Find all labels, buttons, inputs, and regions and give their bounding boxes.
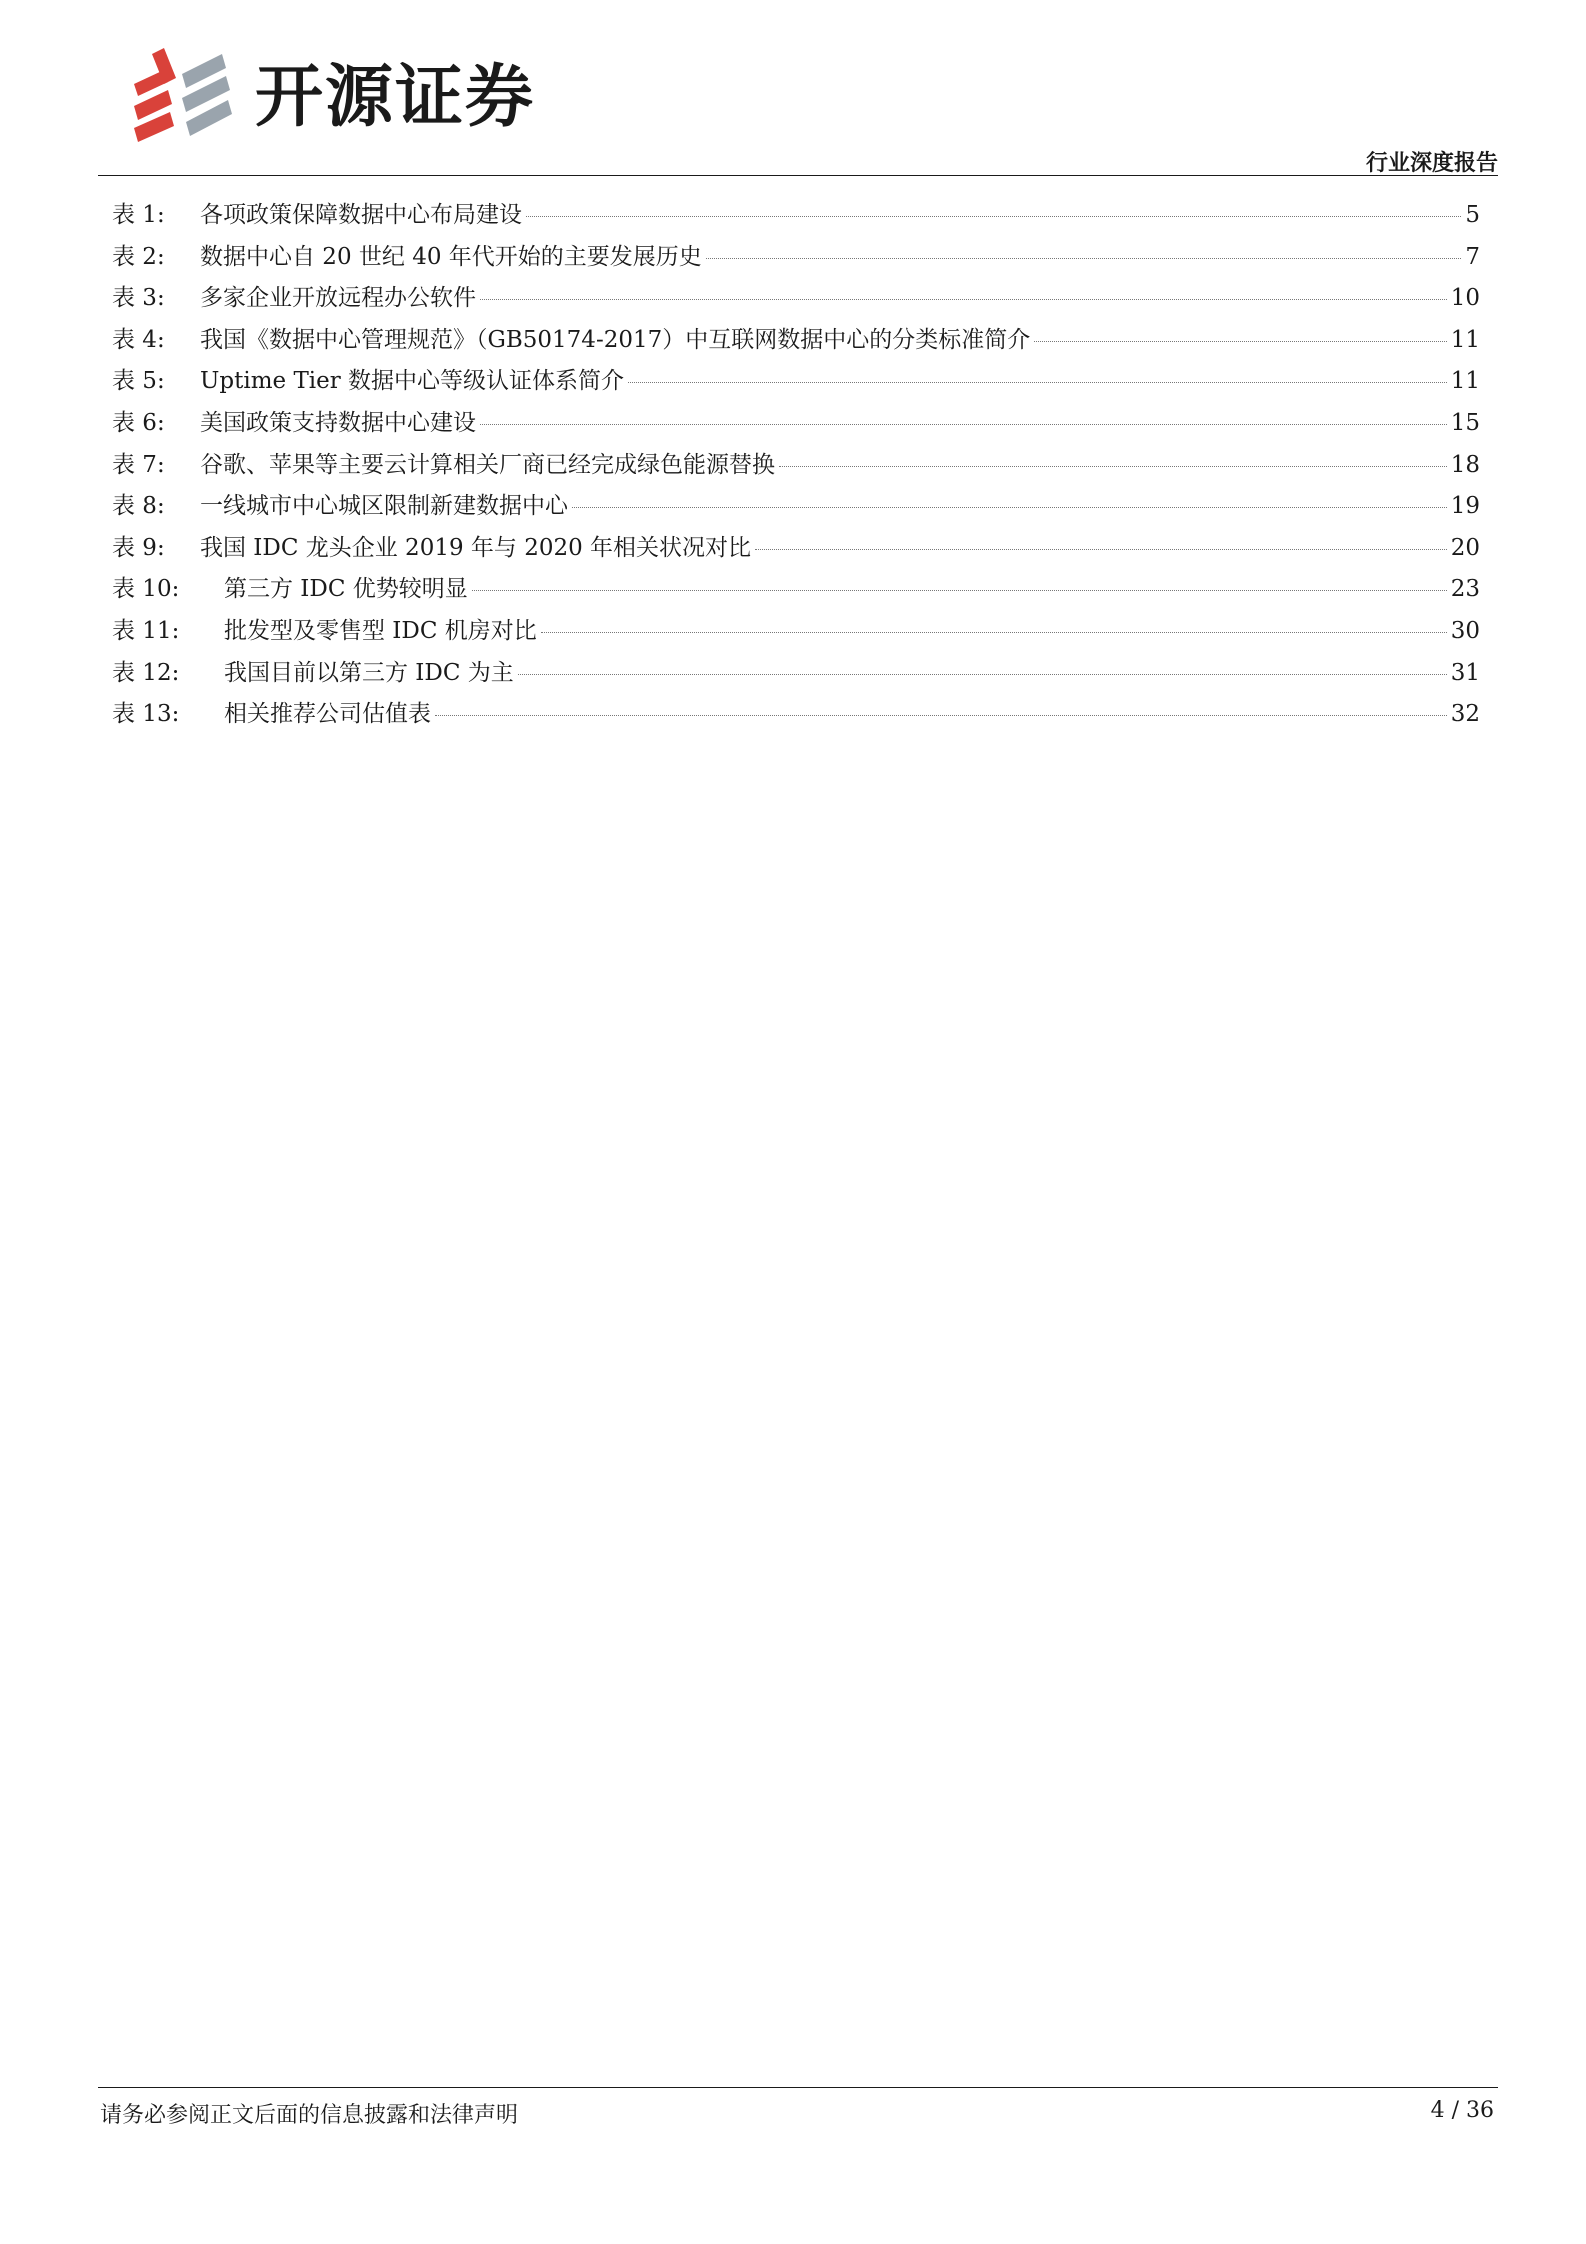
toc-entry-title: 一线城市中心城区限制新建数据中心 [200, 493, 568, 520]
toc-entry-title: 多家企业开放远程办公软件 [200, 285, 476, 312]
page-number: 4 / 36 [1430, 2098, 1494, 2123]
toc-entry-page: 5 [1465, 202, 1480, 228]
toc-entry-label: 表 8: [112, 493, 165, 520]
header-divider [98, 175, 1498, 176]
toc-dot-leader [572, 507, 1447, 508]
toc-dot-leader [526, 216, 1461, 217]
toc-entry-title: 美国政策支持数据中心建设 [200, 409, 476, 436]
toc-dot-leader [435, 715, 1447, 716]
table-of-tables [112, 195, 1480, 736]
toc-dot-leader [706, 258, 1462, 259]
toc-dot-leader [755, 549, 1447, 550]
toc-entry-label: 表 13: [112, 701, 180, 728]
toc-entry-page: 15 [1450, 409, 1480, 436]
toc-entry[interactable] [112, 611, 1480, 653]
toc-entry[interactable] [112, 569, 1480, 611]
toc-entry[interactable] [112, 694, 1480, 736]
company-logo [130, 48, 600, 148]
toc-entry-page: 20 [1450, 534, 1480, 561]
toc-dot-leader [518, 674, 1447, 675]
toc-dot-leader [1034, 341, 1446, 342]
toc-entry-page: 32 [1450, 701, 1480, 728]
toc-entry-page: 31 [1450, 659, 1480, 686]
toc-entry-label: 表 5: [112, 368, 165, 395]
toc-dot-leader [480, 424, 1447, 425]
toc-entry-title: 我国目前以第三方 IDC 为主 [224, 659, 514, 686]
toc-entry-label: 表 7: [112, 451, 165, 478]
toc-entry-title: 各项政策保障数据中心布局建设 [200, 202, 522, 228]
toc-entry[interactable] [112, 653, 1480, 695]
toc-entry-title: 我国 IDC 龙头企业 2019 年与 2020 年相关状况对比 [200, 534, 752, 561]
toc-entry-page: 18 [1450, 451, 1480, 478]
toc-entry-page: 7 [1465, 243, 1480, 270]
toc-entry-page: 19 [1450, 493, 1480, 520]
report-type-label: 行业深度报告 [1365, 151, 1498, 176]
toc-entry-label: 表 11: [112, 617, 180, 644]
toc-entry-label: 表 1: [112, 202, 165, 228]
toc-dot-leader [541, 632, 1447, 633]
toc-entry-label: 表 12: [112, 659, 180, 686]
toc-entry-label: 表 6: [112, 409, 165, 436]
toc-entry-title: 我国《数据中心管理规范》（GB50174-2017）中互联网数据中心的分类标准简介 [200, 326, 1031, 353]
toc-dot-leader [472, 590, 1447, 591]
toc-entry[interactable] [112, 445, 1480, 487]
footer-divider [98, 2087, 1498, 2088]
toc-entry-label: 表 3: [112, 285, 165, 312]
toc-entry-title: 批发型及零售型 IDC 机房对比 [224, 617, 537, 644]
toc-entry-title: 谷歌、苹果等主要云计算相关厂商已经完成绿色能源替换 [200, 451, 775, 478]
kaiyuan-logo-icon [130, 48, 240, 148]
toc-entry-page: 23 [1450, 576, 1480, 603]
footer-disclaimer: 请务必参阅正文后面的信息披露和法律声明 [100, 2103, 519, 2128]
toc-entry-label: 表 9: [112, 534, 165, 561]
toc-entry[interactable] [112, 237, 1480, 279]
toc-entry[interactable] [112, 486, 1480, 528]
toc-entry[interactable] [112, 195, 1480, 237]
toc-entry[interactable] [112, 528, 1480, 570]
toc-entry-label: 表 2: [112, 243, 165, 270]
toc-entry-label: 表 10: [112, 576, 180, 603]
toc-entry-title: Uptime Tier 数据中心等级认证体系简介 [200, 368, 625, 395]
toc-entry[interactable] [112, 320, 1480, 362]
toc-dot-leader [480, 299, 1447, 300]
toc-entry-title: 数据中心自 20 世纪 40 年代开始的主要发展历史 [200, 243, 702, 270]
toc-entry-page: 10 [1450, 285, 1480, 312]
toc-entry-page: 11 [1450, 326, 1480, 353]
toc-entry[interactable] [112, 278, 1480, 320]
toc-entry-page: 11 [1450, 368, 1480, 395]
toc-entry[interactable] [112, 361, 1480, 403]
brand-name: 开源证券 [255, 58, 536, 137]
toc-dot-leader [779, 466, 1447, 467]
toc-entry-label: 表 4: [112, 326, 165, 353]
toc-dot-leader [628, 382, 1447, 383]
toc-entry-page: 30 [1450, 617, 1480, 644]
toc-entry-title: 相关推荐公司估值表 [224, 701, 431, 728]
toc-entry-title: 第三方 IDC 优势较明显 [224, 576, 468, 603]
toc-entry[interactable] [112, 403, 1480, 445]
